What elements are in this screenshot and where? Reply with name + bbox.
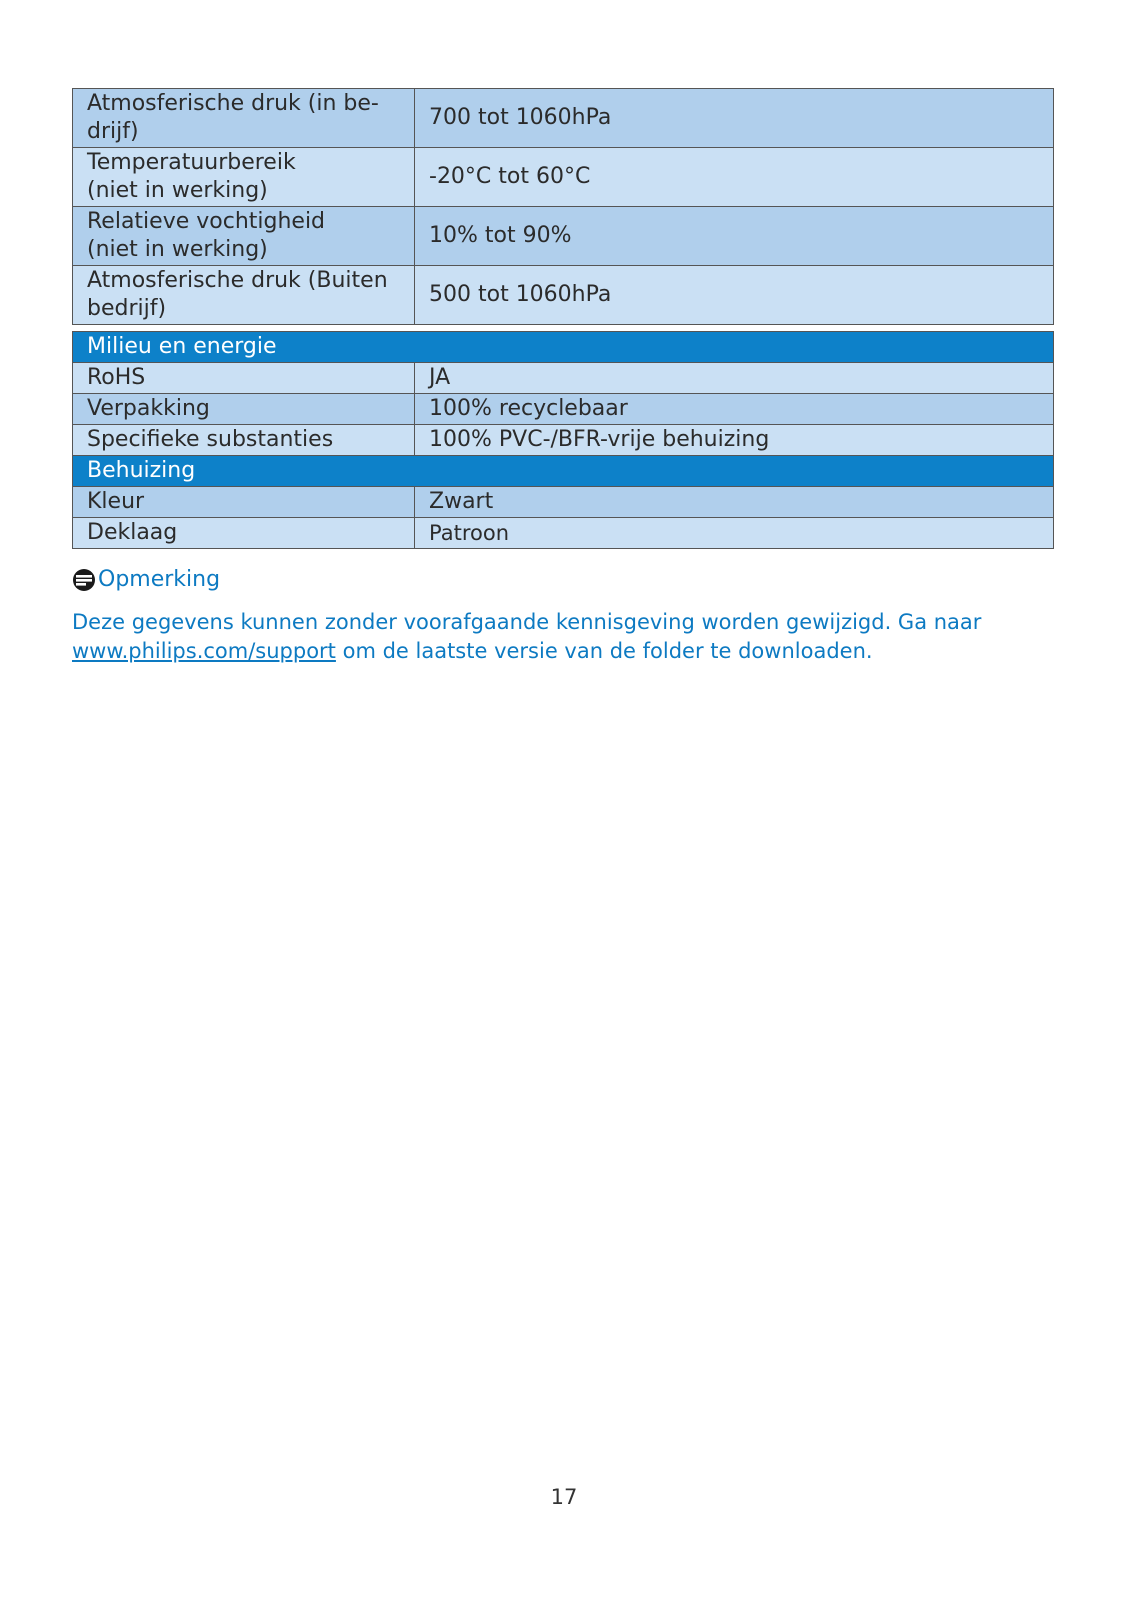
spec-label: RoHS (73, 363, 415, 394)
notice-paragraph (72, 608, 1062, 666)
table-row (73, 207, 1054, 266)
section-title: Behuizing (73, 456, 1054, 487)
spec-label: Specifieke substanties (73, 425, 415, 456)
spec-value: 500 tot 1060hPa (415, 266, 1054, 325)
spec-value: 700 tot 1060hPa (415, 89, 1054, 148)
spec-label: Relatieve vochtigheid (niet in werking) (73, 207, 415, 266)
specifications-table (72, 88, 1054, 549)
section-header-environment (73, 332, 1054, 363)
spec-label: Deklaag (73, 518, 415, 549)
spec-label: Verpakking (73, 394, 415, 425)
note-label: Opmerking (98, 567, 221, 592)
spec-value: 100% PVC-/BFR-vrije behuizing (415, 425, 1054, 456)
spec-label: Kleur (73, 487, 415, 518)
support-link[interactable]: www.philips.com/support (72, 639, 336, 663)
spec-value: -20°C tot 60°C (415, 148, 1054, 207)
notice-text-after: om de laatste versie van de folder te downloaden. (335, 639, 873, 663)
note-icon (72, 568, 96, 592)
spec-label: Atmosferische druk (Buiten bedrijf) (73, 266, 415, 325)
table-row (73, 425, 1054, 456)
table-row (73, 518, 1054, 549)
table-row (73, 266, 1054, 325)
section-title: Milieu en energie (73, 332, 1054, 363)
table-row (73, 363, 1054, 394)
spec-value: JA (415, 363, 1054, 394)
spec-value: Patroon (415, 518, 1054, 549)
page-number: 17 (550, 1485, 578, 1509)
table-row (73, 148, 1054, 207)
table-row (73, 89, 1054, 148)
spec-label: Temperatuurbereik (niet in werking) (73, 148, 415, 207)
environment-table (72, 88, 1054, 325)
section-header-housing (73, 456, 1054, 487)
spec-value: Zwart (415, 487, 1054, 518)
spec-label: Atmosferische druk (in be- drijf) (73, 89, 415, 148)
spec-value: 10% tot 90% (415, 207, 1054, 266)
spec-value: 100% recyclebaar (415, 394, 1054, 425)
note-heading (72, 567, 220, 592)
table-row (73, 394, 1054, 425)
table-row (73, 487, 1054, 518)
environment-energy-table (72, 331, 1054, 549)
notice-text-before: Deze gegevens kunnen zonder voorafgaande kennisgeving worden gewijzigd. Ga naar (72, 610, 982, 634)
